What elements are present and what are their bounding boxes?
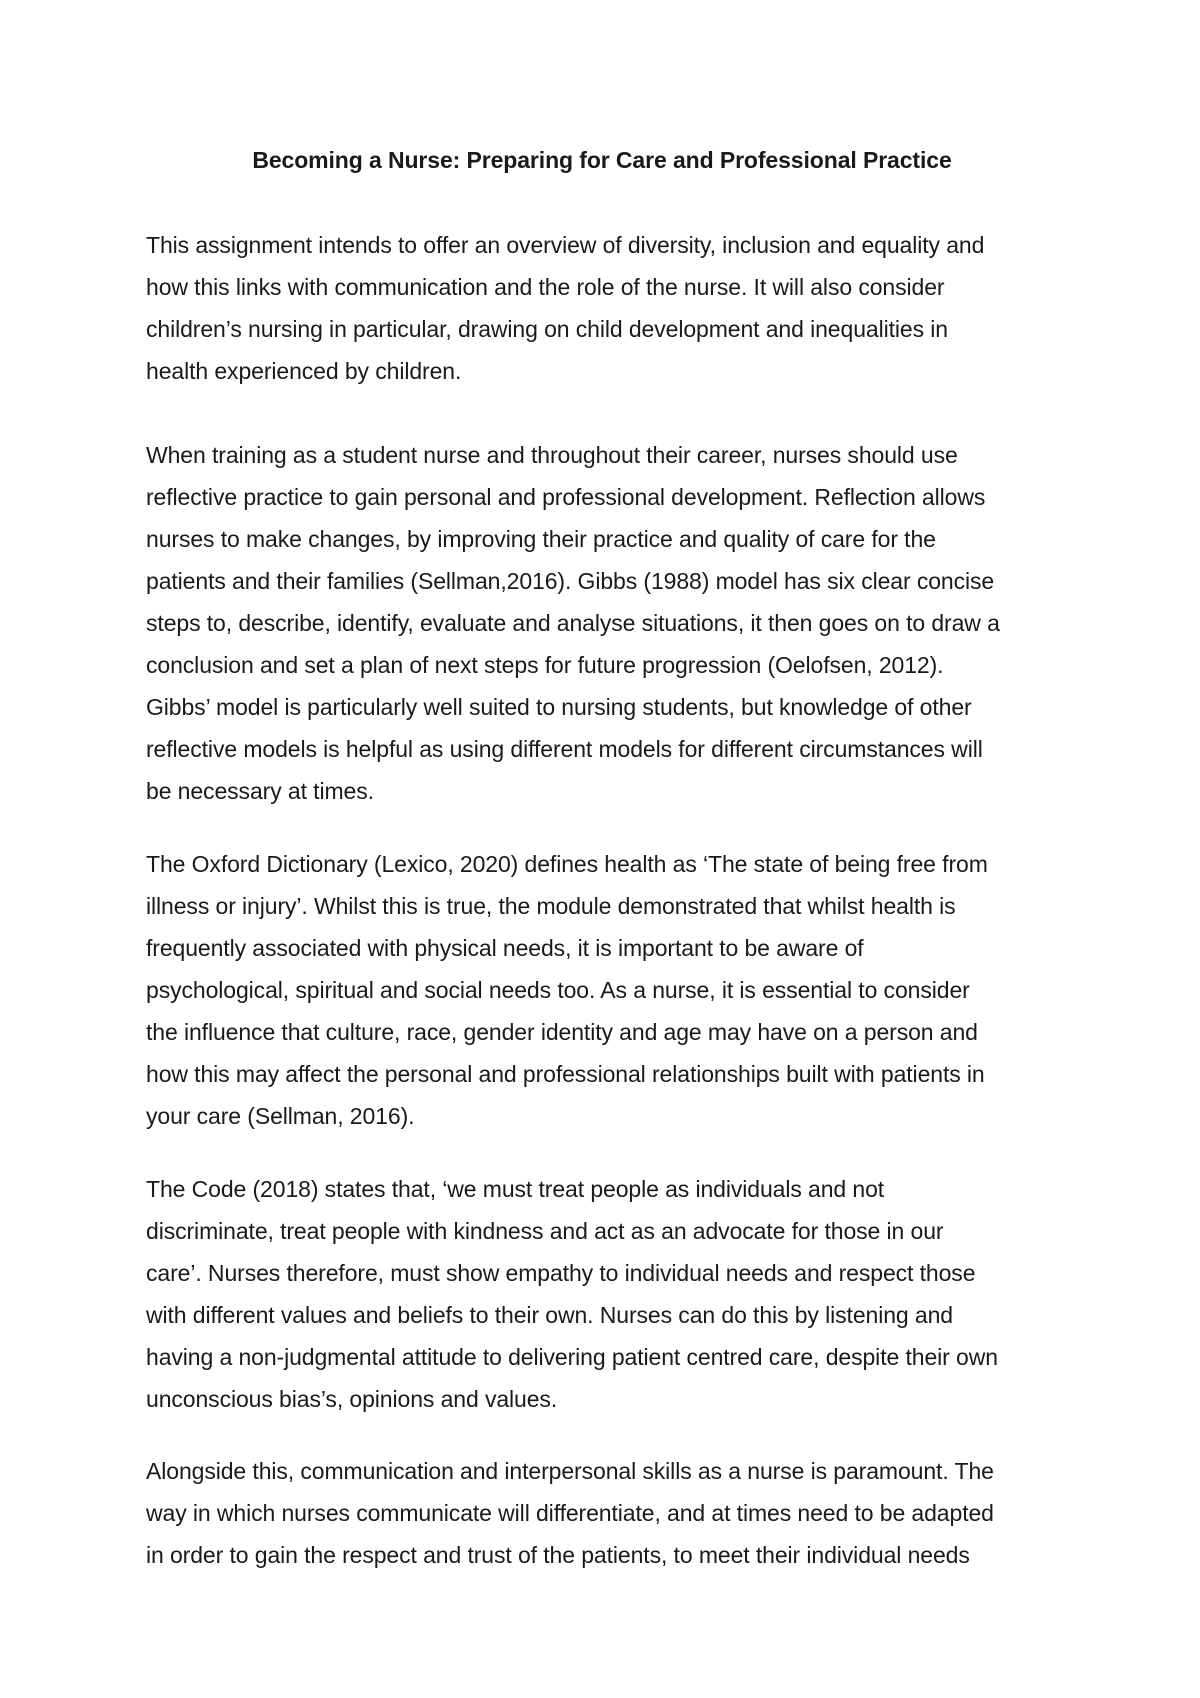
text-line: with different values and beliefs to their own. Nurses can do this by listening and	[146, 1302, 953, 1328]
text-line: in order to gain the respect and trust of the patients, to meet their individual needs	[146, 1542, 970, 1568]
text-line: your care (Sellman, 2016).	[146, 1103, 415, 1129]
paragraph	[146, 1168, 1066, 1420]
paragraph	[146, 1450, 1066, 1576]
text-line: how this may affect the personal and professional relationships built with patients in	[146, 1061, 985, 1087]
text-line: way in which nurses communicate will differentiate, and at times need to be adapted	[146, 1500, 994, 1526]
text-line: having a non-judgmental attitude to delivering patient centred care, despite their own	[146, 1344, 998, 1370]
text-line: frequently associated with physical needs, it is important to be aware of	[146, 935, 864, 961]
paragraph	[146, 434, 1066, 812]
text-line: the influence that culture, race, gender identity and age may have on a person and	[146, 1019, 978, 1045]
paragraph	[146, 843, 1066, 1137]
text-line: unconscious bias’s, opinions and values.	[146, 1386, 558, 1412]
text-line: conclusion and set a plan of next steps for future progression (Oelofsen, 2012).	[146, 652, 944, 678]
text-line: The Oxford Dictionary (Lexico, 2020) defines health as ‘The state of being free from	[146, 851, 988, 877]
text-line: nurses to make changes, by improving their practice and quality of care for the	[146, 526, 936, 552]
text-line: reflective practice to gain personal and professional development. Reflection allows	[146, 484, 986, 510]
text-line: psychological, spiritual and social needs too. As a nurse, it is essential to consider	[146, 977, 970, 1003]
text-line: reflective models is helpful as using different models for different circumstances will	[146, 736, 983, 762]
text-line: be necessary at times.	[146, 778, 374, 804]
text-line: steps to, describe, identify, evaluate and analyse situations, it then goes on to draw a	[146, 610, 1000, 636]
text-line: illness or injury’. Whilst this is true, the module demonstrated that whilst health is	[146, 893, 956, 919]
document-title: Becoming a Nurse: Preparing for Care and Professional Practice	[252, 147, 952, 173]
text-line: children’s nursing in particular, drawing on child development and inequalities in	[146, 316, 948, 342]
text-line: This assignment intends to offer an overview of diversity, inclusion and equality and	[146, 232, 985, 258]
text-line: The Code (2018) states that, ‘we must treat people as individuals and not	[146, 1176, 885, 1202]
text-line: Gibbs’ model is particularly well suited to nursing students, but knowledge of other	[146, 694, 972, 720]
text-line: care’. Nurses therefore, must show empathy to individual needs and respect those	[146, 1260, 976, 1286]
text-line: how this links with communication and the role of the nurse. It will also consider	[146, 274, 945, 300]
paragraph	[146, 224, 1066, 392]
text-line: When training as a student nurse and throughout their career, nurses should use	[146, 442, 958, 468]
text-line: health experienced by children.	[146, 358, 462, 384]
text-line: patients and their families (Sellman,2016). Gibbs (1988) model has six clear concise	[146, 568, 995, 594]
text-line: discriminate, treat people with kindness and act as an advocate for those in our	[146, 1218, 944, 1244]
text-line: Alongside this, communication and interpersonal skills as a nurse is paramount. The	[146, 1458, 994, 1484]
